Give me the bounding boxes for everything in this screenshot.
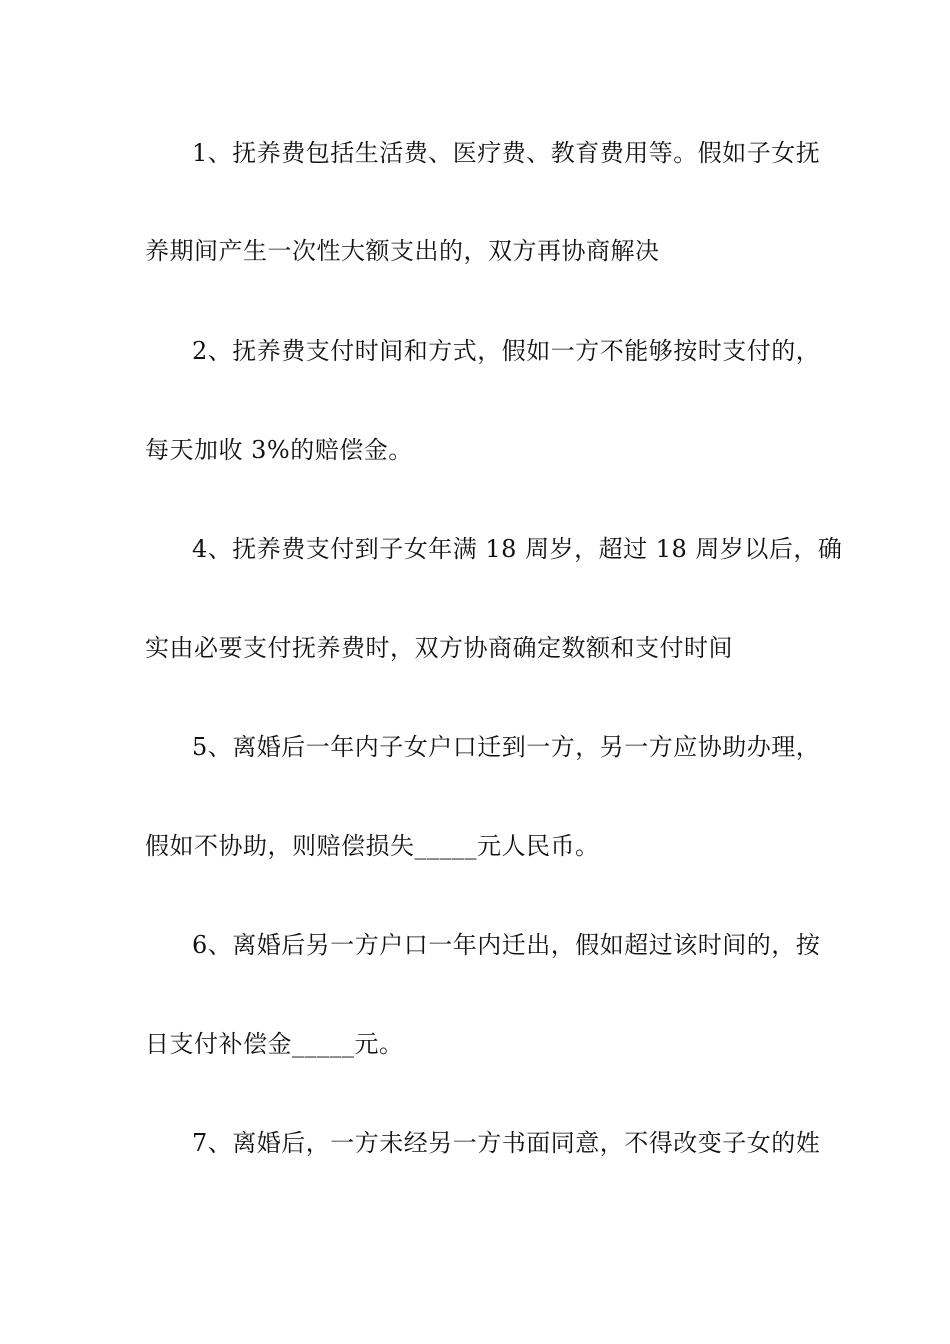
paragraph-4-line-2: 实由必要支付抚养费时，双方协商确定数额和支付时间 (145, 634, 733, 662)
paragraph-7-line-1: 7、离婚后，一方未经另一方书面同意，不得改变子女的姓 (192, 1129, 821, 1157)
paragraph-1-line-1: 1、抚养费包括生活费、医疗费、教育费用等。假如子女抚 (192, 139, 821, 167)
paragraph-6-line-1: 6、离婚后另一方户口一年内迁出，假如超过该时间的，按 (192, 931, 821, 959)
paragraph-6-line-2: 日支付补偿金_____元。 (145, 1030, 404, 1058)
paragraph-5-line-1: 5、离婚后一年内子女户口迁到一方，另一方应协助办理， (192, 733, 821, 761)
paragraph-2-line-1: 2、抚养费支付时间和方式，假如一方不能够按时支付的， (192, 337, 821, 365)
paragraph-2-line-2: 每天加收 3%的赔偿金。 (145, 436, 413, 464)
paragraph-4-line-1: 4、抚养费支付到子女年满 18 周岁，超过 18 周岁以后，确 (192, 535, 843, 563)
paragraph-5-line-2: 假如不协助，则赔偿损失_____元人民币。 (145, 832, 600, 860)
paragraph-1-line-2: 养期间产生一次性大额支出的，双方再协商解决 (145, 237, 660, 265)
